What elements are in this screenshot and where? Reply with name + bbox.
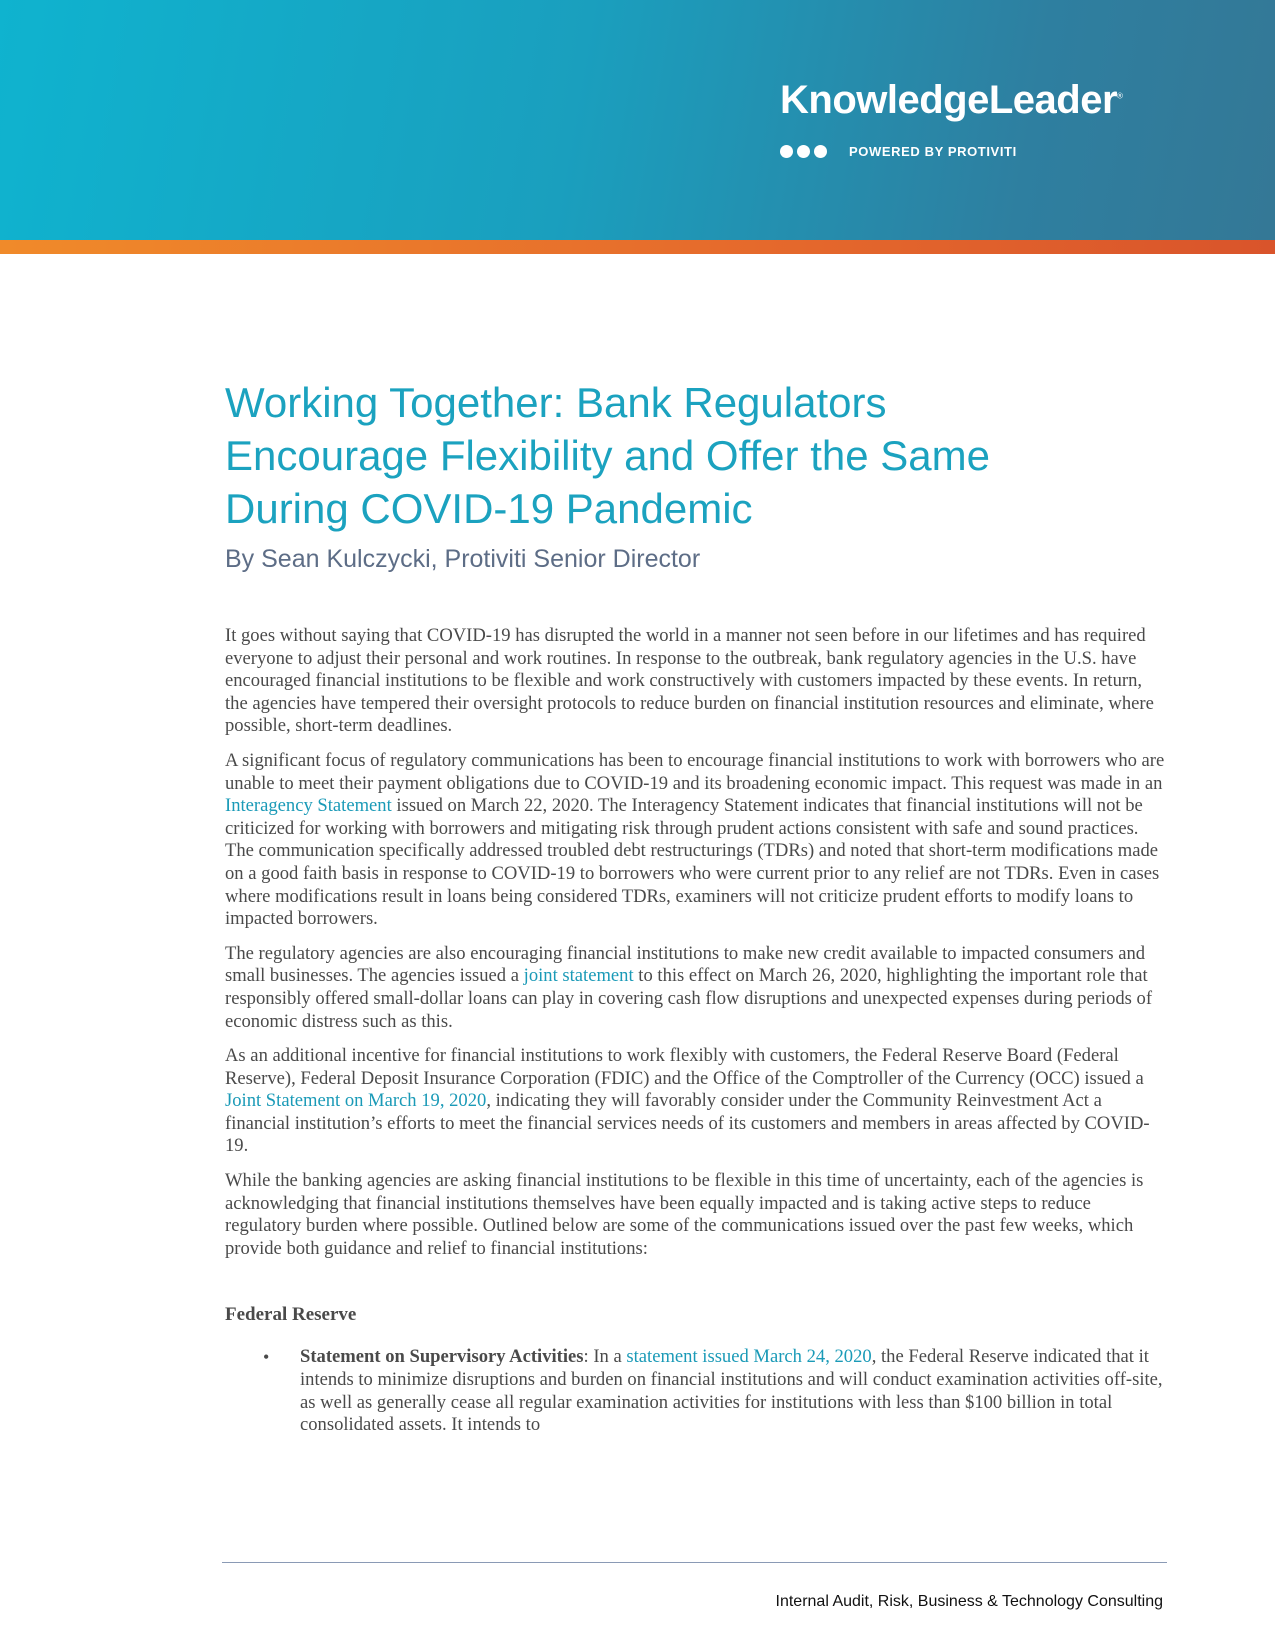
brand-subline <box>780 144 1122 159</box>
joint-statement-link[interactable]: joint statement <box>523 965 634 987</box>
title-line: Working Together: Bank Regulators <box>225 379 887 426</box>
section-heading-federal-reserve: Federal Reserve <box>225 1304 357 1326</box>
title-line: During COVID-19 Pandemic <box>225 485 753 532</box>
joint-statement-march-19-link[interactable]: Joint Statement on March 19, 2020 <box>225 1090 487 1112</box>
article <box>225 376 1165 1437</box>
paragraph-text: As an additional incentive for financial institutions to work flexibly with customers, the Federal Reserve Board (Federal Reserve), Federal Deposit Insurance Corporation (FDIC) and the Office of the Comptroller of the Currency (OCC) issued a <box>225 1045 1144 1089</box>
list-item <box>263 1346 1165 1436</box>
article-title <box>225 376 1165 535</box>
interagency-statement-link[interactable]: Interagency Statement <box>225 795 392 817</box>
dot-shape <box>797 145 810 158</box>
brand-tagline: POWERED BY PROTIVITI <box>849 144 1017 159</box>
header-accent-bar <box>0 240 1275 254</box>
bullet-list <box>225 1346 1165 1436</box>
paragraph-new-credit <box>225 943 1165 1033</box>
footer-text: Internal Audit, Risk, Business & Technology Consulting <box>775 1593 1163 1610</box>
registered-mark: ® <box>1117 91 1123 101</box>
bullet-title: Statement on Supervisory Activities <box>300 1346 584 1368</box>
paragraph-text: to this effect on March 26, 2020, highlighting the important role that responsibly offered small-dollar loans can play in covering cash flow disruptions and unexpected expenses during periods of economic distress such as this. <box>225 965 1153 1032</box>
dot-shape <box>780 145 793 158</box>
paragraph-text: issued on March 22, 2020. The Interagency Statement indicates that financial institutions will not be criticized for working with borrowers and mitigating risk through prudent actions consistent with safe and sound practices. The communication specifically addressed troubled debt restructurings (TDRs) and noted that short-term modifications made on a good faith basis in response to COVID-19 to borrowers who were current prior to any relief are not TDRs. Even in cases where modifications result in loans being considered TDRs, examiners will not criticize prudent efforts to modify loans to impacted borrowers. <box>225 795 1160 930</box>
paragraph-intro: It goes without saying that COVID-19 has disrupted the world in a manner not seen before in our lifetimes and has required everyone to adjust their personal and work routines. In response to the outbreak, bank regulatory agencies in the U.S. have encouraged financial institutions to be flexible and work constructively with customers impacted by these events. In return, the agencies have tempered their oversight protocols to reduce burden on financial institution resources and eliminate, where possible, short-term deadlines. <box>225 625 1154 737</box>
paragraph-incentive <box>225 1045 1165 1158</box>
brand-name <box>780 80 1122 120</box>
paragraph-borrowers <box>225 750 1165 931</box>
brand-logo <box>780 80 1122 159</box>
paragraph-text: , indicating they will favorably consider under the Community Reinvestment Act a financial institution’s efforts to meet the financial services needs of its customers and members in areas affected by COVID-19. <box>225 1090 1150 1157</box>
article-body <box>225 625 1165 1437</box>
three-dots-icon <box>780 145 827 158</box>
footer-divider <box>222 1562 1167 1563</box>
dot-shape <box>814 145 827 158</box>
bullet-text: , the Federal Reserve indicated that it intends to minimize disruptions and burden on financial institutions and will conduct examination activities off-site, as well as generally cease all regular examination activities for institutions with less than $100 billion in total consolidated assets. It intends to <box>300 1346 1163 1436</box>
bullet-icon: • <box>263 1347 270 1368</box>
paragraph-outline: While the banking agencies are asking financial institutions to be flexible in this time of uncertainty, each of the agencies is acknowledging that financial institutions themselves have been equally impacted and is taking active steps to reduce regulatory burden where possible. Outlined below are some of the communications issued over the past few weeks, which provide both guidance and relief to financial institutions: <box>225 1170 1144 1259</box>
title-line: Encourage Flexibility and Offer the Same <box>225 432 990 479</box>
paragraph-text: The regulatory agencies are also encouraging financial institutions to make new credit available to impacted consumers and small businesses. The agencies issued a <box>225 942 1146 987</box>
paragraph-text: A significant focus of regulatory communications has been to encourage financial institutions to work with borrowers who are unable to meet their payment obligations due to COVID-19 and its broadening economic impact. This request was made in an <box>225 749 1165 794</box>
brand-name-text: KnowledgeLeader <box>780 78 1118 122</box>
article-byline: By Sean Kulczycki, Protiviti Senior Director <box>225 545 701 573</box>
statement-march-24-link[interactable]: statement issued March 24, 2020 <box>626 1346 872 1368</box>
bullet-text: : In a <box>583 1346 627 1368</box>
